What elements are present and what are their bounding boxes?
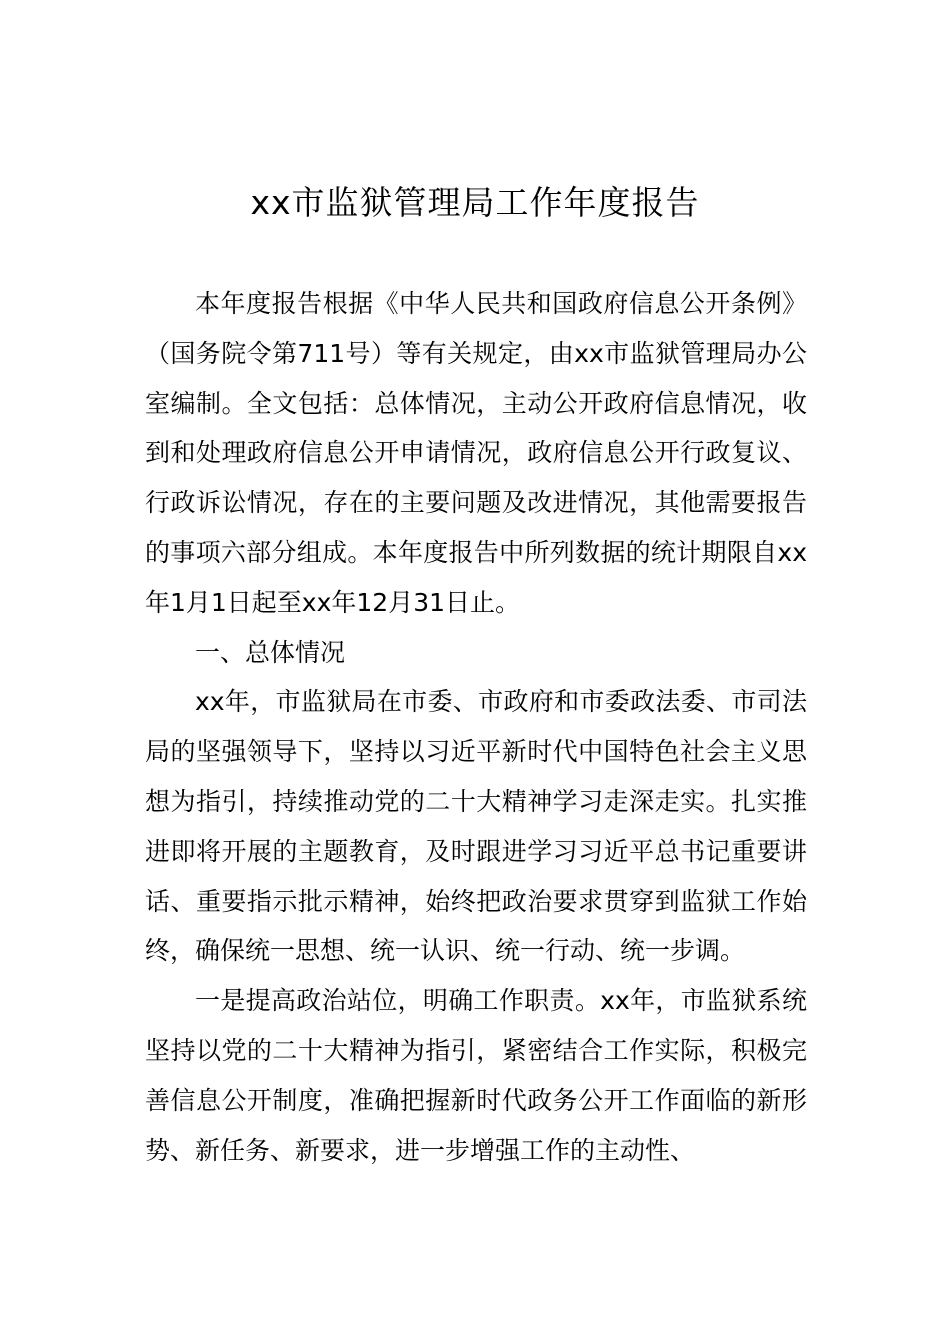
section-heading-overview: 一、总体情况: [195, 637, 346, 667]
document-body: [145, 279, 807, 1175]
document-title: xx市监狱管理局工作年度报告: [250, 183, 700, 222]
political-standing-paragraph: 一是提高政治站位，明确工作职责。xx年，市监狱系统坚持以党的二十大精神为指引，紧密结合工作实际，积极完善信息公开制度，准确把握新时代政务公开工作面临的新形势、新任务、新要求，进一步增强工作的主动性、: [145, 986, 807, 1165]
overview-paragraph: xx年，市监狱局在市委、市政府和市委政法委、市司法局的坚强领导下，坚持以习近平新时代中国特色社会主义思想为指引，持续推动党的二十大精神学习走深走实。扎实推进即将开展的主题教育，及时跟进学习习近平总书记重要讲话、重要指示批示精神，始终把政治要求贯穿到监狱工作始终，确保统一思想、统一认识、统一行动、统一步调。: [145, 687, 807, 966]
intro-paragraph: 本年度报告根据《中华人民共和国政府信息公开条例》（国务院令第711号）等有关规定，由xx市监狱管理局办公室编制。全文包括：总体情况，主动公开政府信息情况，收到和处理政府信息公开申请情况，政府信息公开行政复议、行政诉讼情况，存在的主要问题及改进情况，其他需要报告的事项六部分组成。本年度报告中所列数据的统计期限自xx年1月1日起至xx年12月31日止。: [145, 289, 807, 617]
